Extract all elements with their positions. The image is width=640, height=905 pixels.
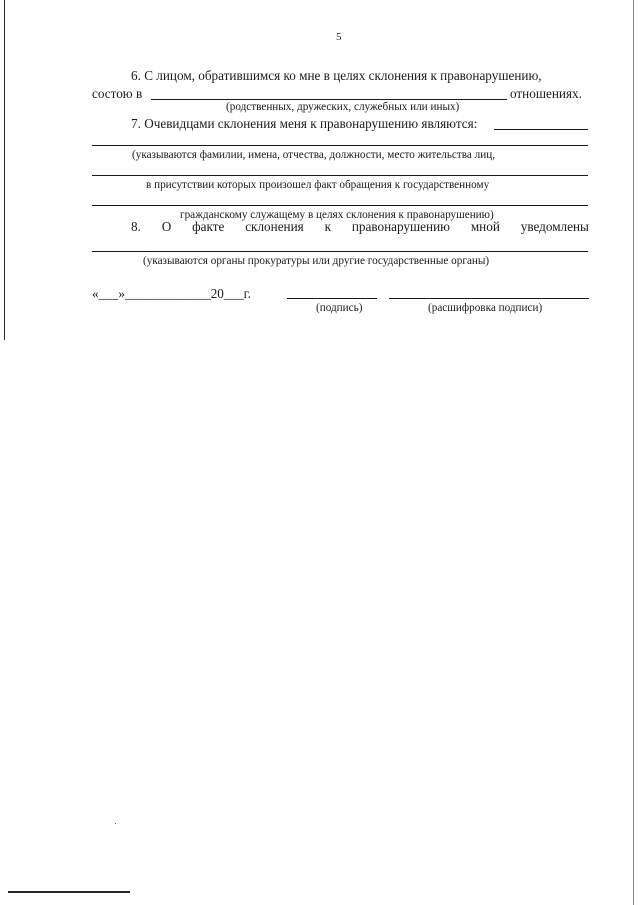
- item-8-word: уведомлены: [520, 219, 589, 234]
- item-6-suffix: отношениях.: [510, 86, 582, 101]
- item-7-witness-line-3: [92, 175, 588, 176]
- item-8-word: 8.: [131, 219, 141, 234]
- item-7-hint-3: гражданскому служащему в целях склонения к правонарушению): [180, 209, 494, 221]
- item-7-witness-line-2: [92, 145, 588, 146]
- item-8-word: правонарушению: [351, 219, 450, 234]
- signature-line: [287, 298, 377, 299]
- item-6-relation-line: [151, 99, 507, 100]
- item-8-word: к: [324, 219, 331, 234]
- item-6-line-1: 6. С лицом, обратившимся ко мне в целях склонения к правонарушению,: [131, 68, 542, 83]
- item-7-witness-line-1: [494, 129, 588, 130]
- signature-decode-label: (расшифровка подписи): [428, 302, 543, 314]
- item-8-authority-line: [92, 251, 588, 252]
- signature-date: «___»_____________20___г.: [92, 286, 251, 301]
- item-8-line-1: [131, 219, 589, 235]
- signature-label: (подпись): [316, 302, 363, 314]
- item-7-hint-2: в присутствии которых произошел факт обращения к государственному: [146, 179, 490, 191]
- item-8-hint: (указываются органы прокуратуры или другие государственные органы): [143, 255, 490, 267]
- item-7-hint-1: (указываются фамилии, имена, отчества, должности, место жительства лиц,: [132, 149, 496, 161]
- item-8-word: факте: [192, 219, 225, 234]
- page-number: 5: [336, 31, 342, 43]
- item-7-line-1: 7. Очевидцами склонения меня к правонарушению являются:: [131, 116, 478, 131]
- item-6-hint: (родственных, дружеских, служебных или иных): [226, 101, 460, 113]
- scan-speck: [115, 823, 116, 824]
- signature-decode-line: [389, 298, 589, 299]
- item-8-word: мной: [470, 219, 500, 234]
- item-6-prefix: состою в: [92, 86, 143, 101]
- item-8-word: склонения: [245, 219, 304, 234]
- scan-right-edge: [633, 0, 634, 905]
- item-7-witness-line-4: [92, 205, 588, 206]
- scan-left-edge: [4, 0, 5, 340]
- item-8-word: О: [161, 219, 172, 234]
- scan-bottom-edge: [8, 891, 130, 893]
